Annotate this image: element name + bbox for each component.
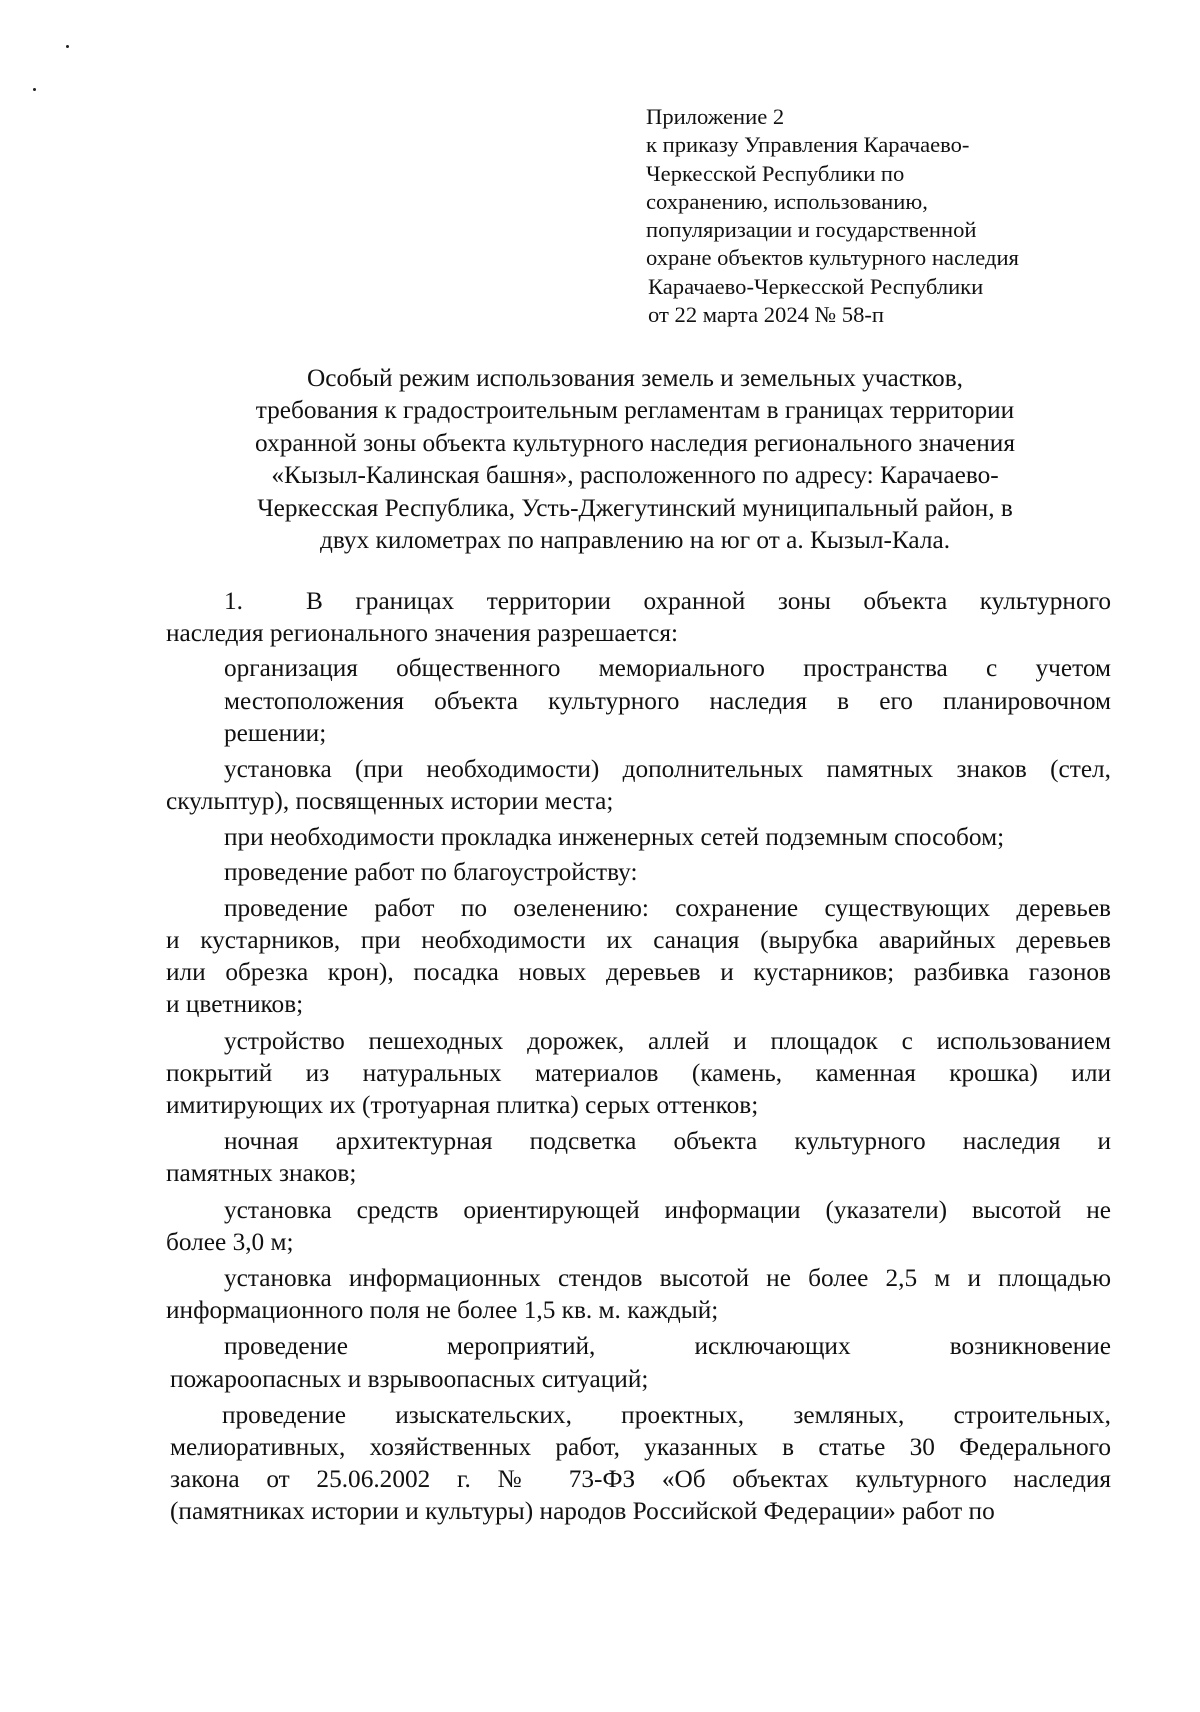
scan-speck — [66, 45, 69, 48]
appendix-line: популяризации и государственной — [646, 217, 977, 243]
list-item-line: информационного поля не более 1,5 кв. м. каждый; — [166, 1296, 719, 1325]
appendix-line: Приложение 2 — [646, 104, 785, 129]
list-item — [166, 1330, 1111, 1394]
section-1-intro — [166, 585, 1111, 649]
list-item-line: более 3,0 м; — [166, 1227, 294, 1256]
list-item — [166, 1194, 1111, 1258]
list-item-line: проведение работ по озеленению: сохранение существующих деревьев — [224, 893, 1111, 922]
intro-line: наследия регионального значения разрешается: — [166, 619, 679, 648]
list-item-line: и кустарников, при необходимости их санация (вырубка аварийных деревьев — [166, 926, 1111, 955]
title-line: требования к градостроительным регламентам в границах территории — [255, 396, 1015, 425]
document-body — [166, 585, 1111, 1528]
appendix-line: сохранению, использованию, — [646, 188, 928, 214]
appendix-line: охране объектов культурного наследия — [646, 245, 1019, 271]
list-item-line: памятных знаков; — [166, 1159, 357, 1188]
list-item-line: проведение мероприятий, исключающих возникновение — [224, 1332, 1111, 1361]
section-number: 1. — [224, 587, 243, 615]
list-item-line: проведение работ по благоустройству: — [224, 857, 638, 886]
list-item — [166, 753, 1111, 817]
list-item — [166, 1125, 1111, 1189]
list-item-line: организация общественного мемориального пространства с учетом — [224, 654, 1111, 683]
list-item — [166, 821, 1111, 853]
list-item — [166, 1399, 1111, 1528]
list-item-line: имитирующих их (тротуарная плитка) серых оттенков; — [166, 1091, 759, 1120]
permitted-items-list — [166, 652, 1111, 1527]
title-line: Особый режим использования земель и земельных участков, — [307, 364, 963, 392]
list-item-line: пожароопасных и взрывоопасных ситуаций; — [170, 1364, 649, 1393]
list-item-line: установка средств ориентирующей информации (указатели) высотой не — [224, 1195, 1111, 1224]
list-item-line: и цветников; — [166, 990, 304, 1019]
appendix-line: к приказу Управления Карачаево- — [646, 132, 970, 158]
intro-line: В границах территории охранной зоны объекта культурного — [306, 587, 1111, 615]
list-item — [166, 856, 1111, 888]
list-item-line: устройство пешеходных дорожек, аллей и площадок с использованием — [224, 1026, 1111, 1055]
list-item-line: или обрезка крон), посадка новых деревьев и кустарников; разбивка газонов — [166, 958, 1111, 987]
appendix-header — [646, 103, 1106, 329]
appendix-line: Карачаево-Черкесской Республики — [648, 273, 984, 299]
list-item-line: установка информационных стендов высотой не более 2,5 м и площадью — [224, 1264, 1111, 1293]
title-line: охранной зоны объекта культурного наследия регионального значения — [255, 428, 1015, 457]
scan-speck — [33, 88, 36, 91]
list-item-line: решении; — [224, 718, 327, 747]
list-item — [166, 1262, 1111, 1326]
list-item-line: установка (при необходимости) дополнительных памятных знаков (стел, — [224, 755, 1111, 784]
list-item — [166, 652, 1111, 749]
list-item-line: проведение изыскательских, проектных, земляных, строительных, — [222, 1400, 1111, 1429]
list-item-line: при необходимости прокладка инженерных сетей подземным способом; — [224, 823, 1005, 852]
list-item-line: закона от 25.06.2002 г. № 73-ФЗ «Об объектах культурного наследия — [170, 1465, 1111, 1494]
list-item — [166, 1025, 1111, 1122]
list-item-line: (памятниках истории и культуры) народов Российской Федерации» работ по — [170, 1497, 995, 1526]
list-item-line: местоположения объекта культурного наследия в его планировочном — [224, 686, 1111, 715]
title-line: Черкесская Республика, Усть-Джегутинский муниципальный район, в — [257, 493, 1013, 522]
list-item-line: скульптур), посвященных истории места; — [166, 787, 614, 816]
title-line: двух километрах по направлению на юг от а. Кызыл-Кала. — [319, 526, 951, 555]
title-line: «Кызыл-Калинская башня», расположенного по адресу: Карачаево- — [271, 461, 999, 490]
document-title — [160, 362, 1110, 556]
list-item — [166, 892, 1111, 1021]
list-item-line: ночная архитектурная подсветка объекта культурного наследия и — [224, 1127, 1111, 1156]
list-item-line: мелиоративных, хозяйственных работ, указанных в статье 30 Федерального — [170, 1433, 1111, 1462]
appendix-line: Черкесской Республики по — [646, 160, 905, 186]
list-item-line: покрытий из натуральных материалов (камень, каменная крошка) или — [166, 1058, 1111, 1087]
appendix-line: от 22 марта 2024 № 58-п — [648, 302, 885, 328]
